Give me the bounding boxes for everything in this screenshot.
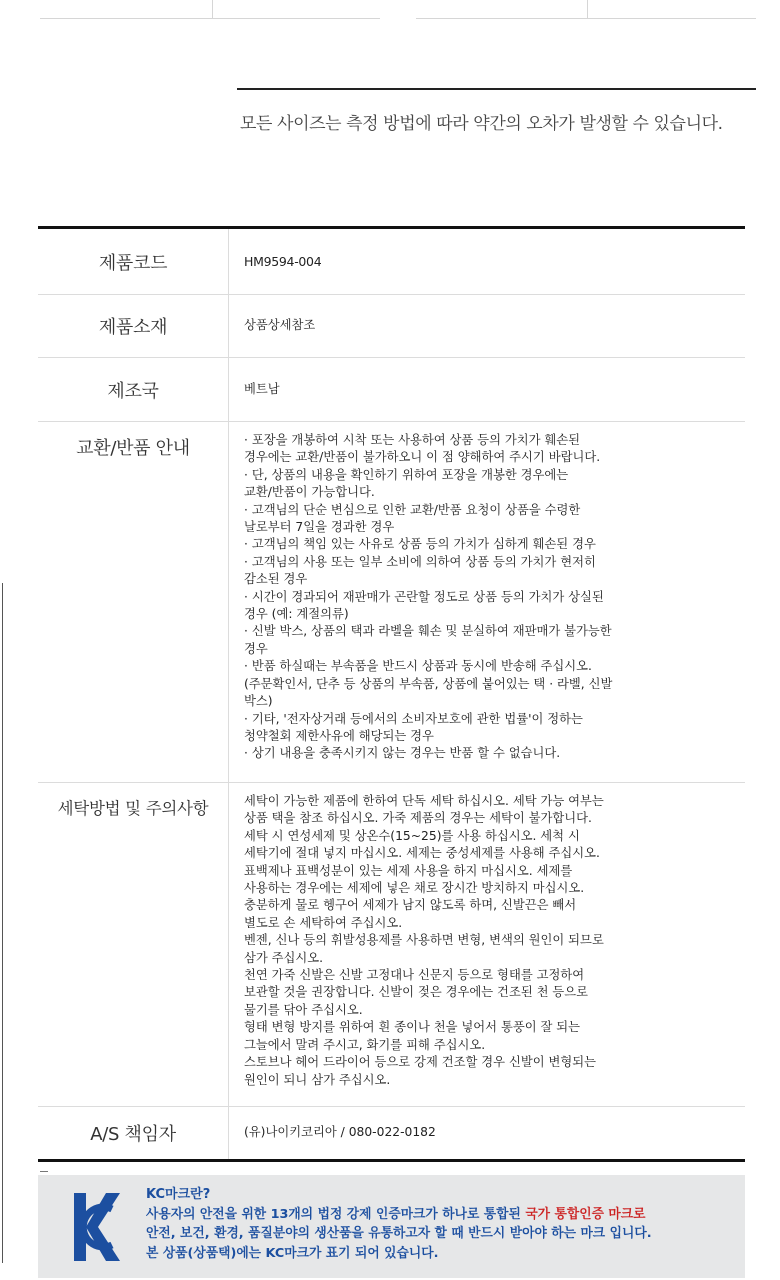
- washing-line: 세탁 시 연성세제 및 상온수(15~25)를 사용 하십시오. 세척 시: [244, 828, 580, 843]
- return-line: 교환/반품이 가능합니다.: [244, 485, 375, 500]
- return-line: · 상기 내용을 충족시키지 않는 경우는 반품 할 수 없습니다.: [244, 746, 561, 761]
- kc-line-1: [146, 1205, 652, 1225]
- return-line: 감소된 경우: [244, 572, 308, 587]
- kc-logo-text: KC: [96, 1233, 98, 1234]
- row-return-policy: [38, 422, 745, 783]
- washing-line: 보관할 것을 권장합니다. 신발이 젖은 경우에는 건조된 천 등으로: [244, 985, 589, 1000]
- return-line: · 반품 하실때는 부속품을 반드시 상품과 동시에 반송해 주십시오.: [244, 659, 592, 674]
- washing-line: 물기를 닦아 주십시오.: [244, 1002, 363, 1017]
- size-note-rule: [237, 88, 756, 90]
- washing-line: 원인이 되니 삼가 주십시오.: [244, 1072, 391, 1087]
- return-line: 경우: [244, 641, 268, 656]
- value-washing-guide: [228, 783, 745, 1106]
- product-info-table: [38, 226, 745, 1162]
- value-as-contact: (유)나이키코리아 / 080-022-0182: [228, 1107, 745, 1159]
- kc-line-1a: 사용자의 안전을 위한 13개의 법정 강제 인증마크가 하나로 통합된: [146, 1206, 526, 1222]
- return-line: · 고객님의 사용 또는 일부 소비에 의하여 상품 등의 가치가 현저히: [244, 554, 596, 569]
- kc-description: [146, 1185, 652, 1263]
- top-divider-lines: [0, 0, 780, 24]
- kc-logo-icon: [66, 1187, 126, 1267]
- row-product-code: [38, 229, 745, 295]
- washing-line: 벤젠, 신나 등의 휘발성용제를 사용하면 변형, 변색의 원인이 되므로: [244, 933, 604, 948]
- return-line: 경우에는 교환/반품이 불가하오니 이 점 양해하여 주시기 바랍니다.: [244, 450, 601, 465]
- small-dash-mark: [40, 1171, 48, 1172]
- kc-mark-notice: [38, 1175, 745, 1278]
- size-note: 모든 사이즈는 측정 방법에 따라 약간의 오차가 발생할 수 있습니다.: [240, 114, 723, 134]
- left-edge-line: [2, 583, 3, 1263]
- return-line: (주문확인서, 단추 등 상품의 부속품, 상품에 붙어있는 택 · 라벨, 신발: [244, 676, 613, 691]
- label-product-code: 제품코드: [98, 252, 168, 274]
- washing-line: 충분하게 물로 헹구어 세제가 남지 않도록 하며, 신발끈은 빼서: [244, 898, 577, 913]
- washing-line: 상품 택을 참조 하십시오. 가죽 제품의 경우는 세탁이 불가합니다.: [244, 811, 592, 826]
- row-product-material: [38, 295, 745, 358]
- value-product-material: 상품상세참조: [228, 295, 745, 357]
- label-as-contact: A/S 책임자: [90, 1124, 176, 1145]
- washing-line: 스토브나 헤어 드라이어 등으로 강제 건조할 경우 신발이 변형되는: [244, 1055, 596, 1070]
- return-line: · 고객님의 단순 변심으로 인한 교환/반품 요청이 상품을 수령한: [244, 502, 581, 517]
- washing-line: 표백제나 표백성분이 있는 세제 사용을 하지 마십시오. 세제를: [244, 863, 573, 878]
- row-as-contact: [38, 1107, 745, 1159]
- return-line: · 시간이 경과되어 재판매가 곤란할 정도로 상품 등의 가치가 상실된: [244, 589, 604, 604]
- return-line: 청약철회 제한사유에 해당되는 경우: [244, 728, 434, 743]
- row-washing-guide: [38, 783, 745, 1107]
- washing-line: 천연 가죽 신발은 신발 고정대나 신문지 등으로 형태를 고정하여: [244, 968, 585, 983]
- return-line: · 단, 상품의 내용을 확인하기 위하여 포장을 개봉한 경우에는: [244, 467, 569, 482]
- label-product-material: 제품소재: [98, 317, 168, 338]
- washing-line: 세탁이 가능한 제품에 한하여 단독 세탁 하십시오. 세탁 가능 여부는: [244, 794, 604, 808]
- kc-line-3: 본 상품(상품택)에는 KC마크가 표기 되어 있습니다.: [146, 1245, 439, 1261]
- washing-line: 사용하는 경우에는 세제에 넣은 채로 장시간 방치하지 마십시오.: [244, 881, 585, 896]
- return-line: 경우 (예: 계절의류): [244, 607, 349, 622]
- return-line: · 고객님의 책임 있는 사유로 상품 등의 가치가 심하게 훼손된 경우: [244, 537, 596, 552]
- kc-line-2: 안전, 보건, 환경, 품질분야의 생산품을 유통하고자 할 때 반드시 받아야 하는 마크 입니다.: [146, 1226, 652, 1241]
- washing-line: 형태 변형 방지를 위하여 흰 종이나 천을 넣어서 통풍이 잘 되는: [244, 1020, 581, 1035]
- kc-title: KC마크란?: [146, 1187, 211, 1202]
- return-line: · 포장을 개봉하여 시착 또는 사용하여 상품 등의 가치가 훼손된: [244, 433, 581, 447]
- return-line: 날로부터 7일을 경과한 경우: [244, 520, 395, 535]
- washing-line: 세탁기에 절대 넣지 마십시오. 세제는 중성세제를 사용해 주십시오.: [244, 846, 600, 861]
- label-washing-guide: 세탁방법 및 주의사항: [57, 799, 209, 818]
- return-line: · 기타, '전자상거래 등에서의 소비자보호에 관한 법률'이 정하는: [244, 711, 583, 726]
- value-product-code: HM9594-004: [228, 229, 745, 294]
- row-origin: [38, 358, 745, 422]
- washing-line: 삼가 주십시오.: [244, 950, 324, 965]
- label-return-policy: 교환/반품 안내: [76, 438, 190, 459]
- label-origin: 제조국: [107, 380, 159, 402]
- washing-line: 그늘에서 말려 주시고, 화기를 피해 주십시오.: [244, 1037, 486, 1052]
- return-line: 박스): [244, 694, 273, 709]
- value-return-policy: [228, 422, 745, 782]
- kc-line-1b: 국가 통합인증 마크로: [525, 1206, 646, 1222]
- value-origin: 베트남: [228, 358, 745, 421]
- washing-line: 별도로 손 세탁하여 주십시오.: [244, 915, 403, 930]
- return-line: · 신발 박스, 상품의 택과 라벨을 훼손 및 분실하여 재판매가 불가능한: [244, 624, 612, 639]
